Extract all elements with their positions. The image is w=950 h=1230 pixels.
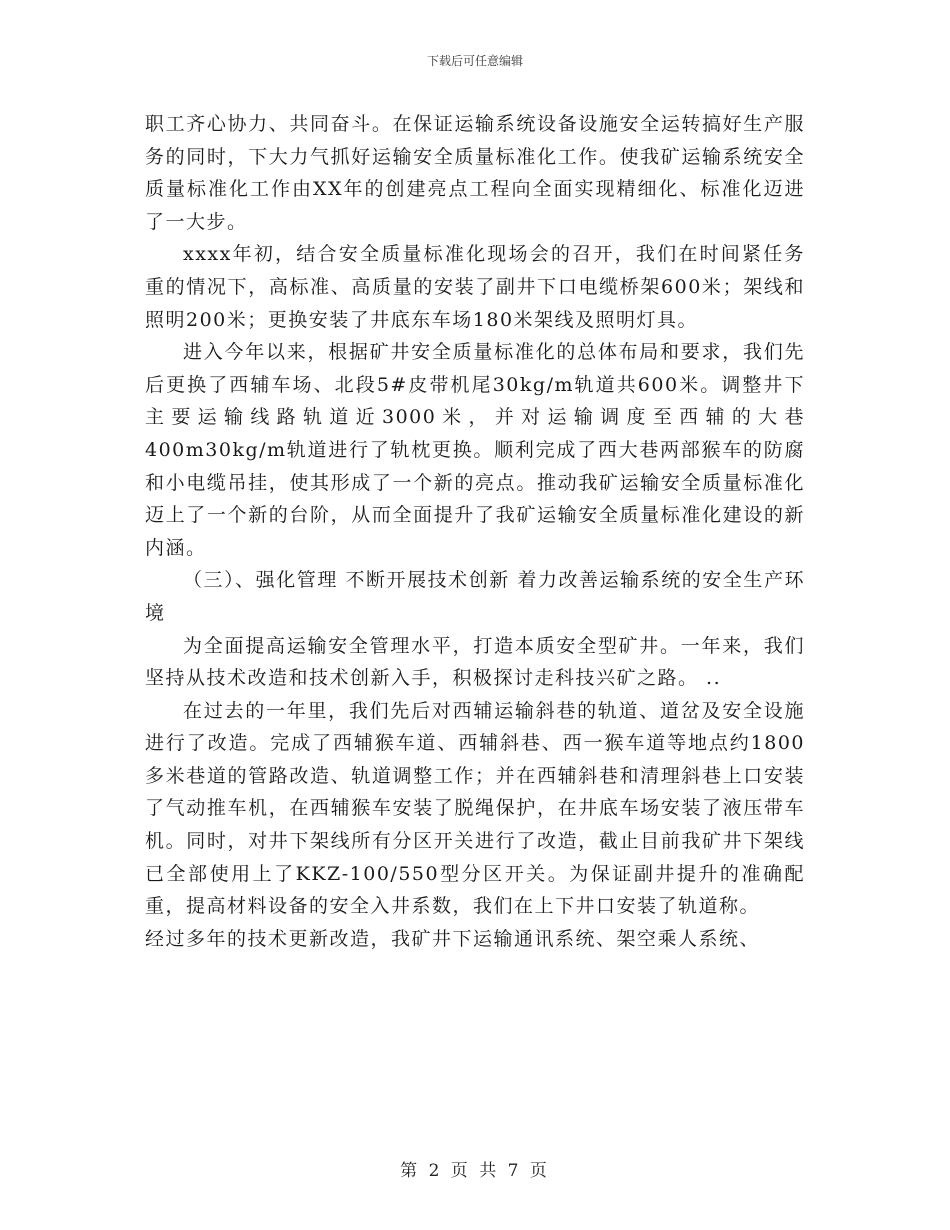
page-number: 第 2 页 共 7 页: [400, 1161, 550, 1181]
paragraph-1: 职工齐心协力、共同奋斗。在保证运输系统设备设施安全运转搞好生产服务的同时，下大力气抓好运输安全质量标准化工作。使我矿运输系统安全质量标准化工作由XX年的创建亮点工程向全面实现精细化、标准化迈进了一大步。: [145, 113, 805, 233]
paragraph-5: 在过去的一年里，我们先后对西辅运输斜巷的轨道、道岔及安全设施进行了改造。完成了西辅猴车道、西辅斜巷、西一猴车道等地点约1800多米巷道的管路改造、轨道调整工作；并在西辅斜巷和清理斜巷上口安装了气动推车机，在西辅猴车安装了脱绳保护，在井底车场安装了液压带车机。同时，对井下架线所有分区开关进行了改造，截止目前我矿井下架线已全部使用上了KKZ-100/550型分区开关。为保证副井提升的准确配重，提高材料设备的安全入井系数，我们在上下井口安装了轨道称。: [145, 699, 805, 918]
page-header: 下载后可任意编辑: [426, 54, 523, 68]
paragraph-3: 进入今年以来，根据矿井安全质量标准化的总体布局和要求，我们先后更换了西辅车场、北段5#皮带机尾30kg/m轨道共600米。调整井下主要运输线路轨道近3000米，并对运输调度至西辅的大巷400m30kg/m轨道进行了轨枕更换。顺利完成了西大巷两部猴车的防腐和小电缆吊挂，使其形成了一个新的亮点。推动我矿运输安全质量标准化迈上了一个新的台阶，从而全面提升了我矿运输安全质量标准化建设的新内涵。: [145, 341, 805, 559]
paragraph-6: 经过多年的技术更新改造，我矿井下运输通讯系统、架空乘人系统、: [145, 927, 761, 950]
document-body: [145, 108, 805, 955]
section-heading: （三）、强化管理 不断开展技术创新 着力改善运输系统的安全生产环境: [145, 569, 805, 624]
paragraph-2: xxxx年初，结合安全质量标准化现场会的召开，我们在时间紧任务重的情况下，高标准、高质量的安装了副井下口电缆桥架600米；架线和照明200米；更换安装了井底东车场180米架线及照明灯具。: [145, 243, 805, 331]
paragraph-4: 为全面提高运输安全管理水平，打造本质安全型矿井。一年来，我们坚持从技术改造和技术创新入手，积极探讨走科技兴矿之路。 ..: [145, 634, 805, 690]
